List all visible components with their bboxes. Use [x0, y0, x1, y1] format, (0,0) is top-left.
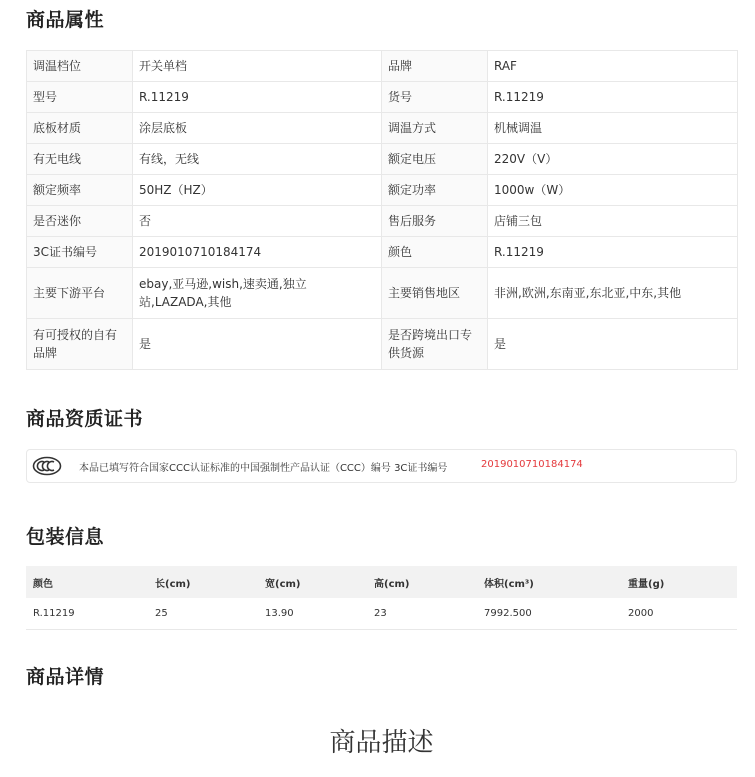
packaging-column-header: 高(cm) [367, 566, 477, 598]
packaging-cell: R.11219 [26, 598, 148, 630]
attribute-row [27, 268, 738, 319]
attribute-label: 3C证书编号 [27, 237, 133, 268]
packaging-cell: 13.90 [258, 598, 367, 630]
attribute-label: 额定电压 [382, 144, 488, 175]
attribute-label: 型号 [27, 82, 133, 113]
attribute-value: 机械调温 [488, 113, 738, 144]
attribute-value: 有线，无线 [133, 144, 382, 175]
packaging-column-header: 宽(cm) [258, 566, 367, 598]
attribute-value: ebay,亚马逊,wish,速卖通,独立站,LAZADA,其他 [133, 268, 382, 319]
attribute-row [27, 144, 738, 175]
attribute-value: 店铺三包 [488, 206, 738, 237]
attribute-label: 有可授权的自有品牌 [27, 319, 133, 370]
attribute-label: 售后服务 [382, 206, 488, 237]
details-section-title: 商品详情 [26, 666, 105, 688]
attribute-row [27, 82, 738, 113]
attribute-label: 货号 [382, 82, 488, 113]
certificate-box [26, 449, 737, 483]
attribute-row [27, 113, 738, 144]
attribute-row [27, 206, 738, 237]
packaging-header-row [26, 566, 737, 598]
certificate-number: 2019010710184174 [481, 459, 583, 470]
attribute-row [27, 175, 738, 206]
description-title: 商品描述 [329, 728, 434, 758]
attribute-value: 涂层底板 [133, 113, 382, 144]
attribute-label: 调温方式 [382, 113, 488, 144]
attributes-table [26, 50, 738, 370]
attribute-label: 是否迷你 [27, 206, 133, 237]
attributes-section-title: 商品属性 [26, 9, 105, 31]
attribute-label: 额定频率 [27, 175, 133, 206]
attribute-value: 非洲,欧洲,东南亚,东北亚,中东,其他 [488, 268, 738, 319]
packaging-cell: 23 [367, 598, 477, 630]
certificate-section-title: 商品资质证书 [26, 408, 144, 430]
packaging-column-header: 长(cm) [148, 566, 258, 598]
attribute-label: 主要销售地区 [382, 268, 488, 319]
packaging-table [26, 566, 737, 630]
attribute-value: RAF [488, 51, 738, 82]
attribute-label: 底板材质 [27, 113, 133, 144]
packaging-cell: 25 [148, 598, 258, 630]
packaging-column-header: 体积(cm³) [477, 566, 621, 598]
attribute-value: R.11219 [488, 82, 738, 113]
certificate-text: 本品已填写符合国家CCC认证标准的中国强制性产品认证（CCC）编号 3C证书编号 [79, 463, 448, 474]
packaging-section-title: 包装信息 [26, 526, 105, 548]
attribute-label: 调温档位 [27, 51, 133, 82]
attribute-row [27, 319, 738, 370]
attribute-label: 主要下游平台 [27, 268, 133, 319]
attribute-value: 开关单档 [133, 51, 382, 82]
attribute-label: 品牌 [382, 51, 488, 82]
attribute-value: 否 [133, 206, 382, 237]
packaging-cell: 7992.500 [477, 598, 621, 630]
ccc-mark-icon [32, 456, 62, 479]
attribute-label: 颜色 [382, 237, 488, 268]
attribute-value: 1000w（W） [488, 175, 738, 206]
packaging-column-header: 颜色 [26, 566, 148, 598]
packaging-row [26, 598, 737, 630]
attribute-value: 220V（V） [488, 144, 738, 175]
attribute-row [27, 237, 738, 268]
attribute-row [27, 51, 738, 82]
attribute-value: 是 [133, 319, 382, 370]
packaging-cell: 2000 [621, 598, 737, 630]
attribute-value: R.11219 [133, 82, 382, 113]
attribute-label: 有无电线 [27, 144, 133, 175]
attribute-value: R.11219 [488, 237, 738, 268]
attribute-value: 50HZ（HZ） [133, 175, 382, 206]
attribute-value: 是 [488, 319, 738, 370]
attribute-label: 额定功率 [382, 175, 488, 206]
attribute-value: 2019010710184174 [133, 237, 382, 268]
attribute-label: 是否跨境出口专供货源 [382, 319, 488, 370]
packaging-column-header: 重量(g) [621, 566, 737, 598]
